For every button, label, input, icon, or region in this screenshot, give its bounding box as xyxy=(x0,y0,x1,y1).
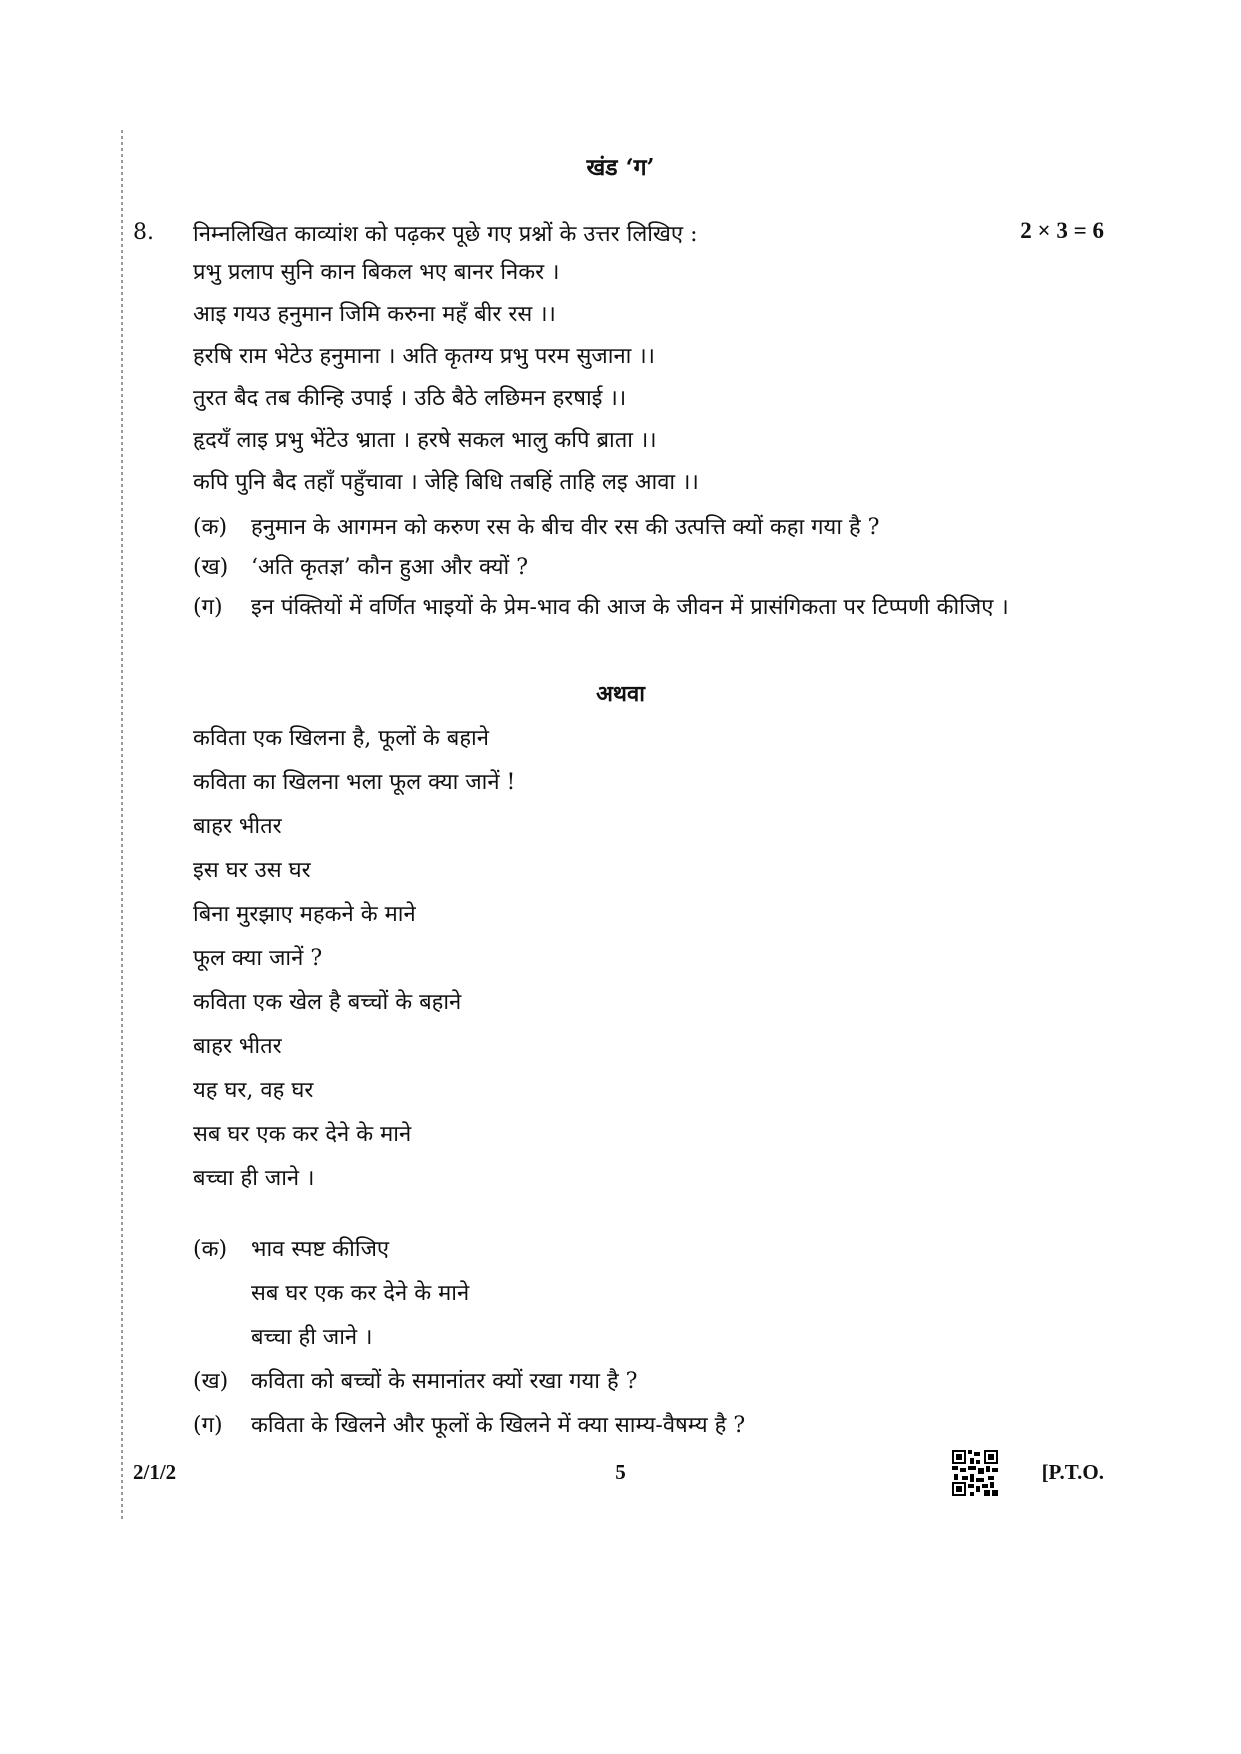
poem-line: कविता का खिलना भला फूल क्या जानें ! xyxy=(193,770,516,795)
subquestion xyxy=(193,1360,745,1404)
subquestion-continuation xyxy=(193,1272,745,1316)
question-instruction: निम्नलिखित काव्यांश को पढ़कर पूछे गए प्रश्नों के उत्तर लिखिए : xyxy=(193,222,698,247)
subquestion-text: सब घर एक कर देने के माने xyxy=(251,1281,470,1306)
subquestion-label xyxy=(193,1272,251,1316)
subquestion-label: (ख) xyxy=(193,1369,229,1394)
subquestion-list xyxy=(193,510,1053,630)
poem-line: बाहर भीतर xyxy=(193,1034,282,1059)
subquestion-label: (क) xyxy=(193,1237,228,1262)
subquestion-text: हनुमान के आगमन को करुण रस के बीच वीर रस की उत्पत्ति क्यों कहा गया है ? xyxy=(251,515,880,540)
subquestion xyxy=(193,590,1053,626)
verse-line: हरषि राम भेटेउ हनुमाना । अति कृतग्य प्रभु परम सुजाना ।। xyxy=(193,344,656,369)
poem-line: फूल क्या जानें ? xyxy=(193,946,323,971)
or-label: अथवा xyxy=(596,681,645,707)
poem-line: कविता एक खेल है बच्चों के बहाने xyxy=(193,990,462,1015)
poem-subquestion-list xyxy=(193,1228,745,1448)
subquestion-text: ‘अति कृतज्ञ’ कौन हुआ और क्यों ? xyxy=(251,555,529,580)
poem-line: यह घर, वह घर xyxy=(193,1078,314,1103)
poem-line: कविता एक खिलना है, फूलों के बहाने xyxy=(193,726,489,751)
pto-label: [P.T.O. xyxy=(1041,1460,1104,1484)
section-title: खंड ‘ग’ xyxy=(586,154,655,181)
poem-block xyxy=(193,717,515,1201)
subquestion-text: इन पंक्तियों में वर्णित भाइयों के प्रेम-भाव की आज के जीवन में प्रासंगिकता पर टिप्पणी कीजिए । xyxy=(251,595,1009,620)
subquestion-text: भाव स्पष्ट कीजिए xyxy=(251,1237,390,1262)
subquestion-label: (क) xyxy=(193,515,228,540)
verse-line: हृदयँ लाइ प्रभु भेंटेउ भ्राता । हरषे सकल भालु कपि ब्राता ।। xyxy=(193,428,657,453)
verse-line: प्रभु प्रलाप सुनि कान बिकल भए बानर निकर । xyxy=(193,260,560,285)
question-marks: 2 × 3 = 6 xyxy=(1020,218,1104,243)
question-number: 8. xyxy=(133,220,154,245)
subquestion xyxy=(193,1404,745,1448)
poem-line: सब घर एक कर देने के माने xyxy=(193,1122,412,1147)
verse-line: आइ गयउ हनुमान जिमि करुना महँ बीर रस ।। xyxy=(193,302,556,327)
subquestion-label: (ग) xyxy=(193,1413,223,1438)
subquestion xyxy=(193,510,1053,546)
margin-dotted-line xyxy=(121,130,123,1520)
subquestion xyxy=(193,550,1053,586)
qr-code-icon xyxy=(952,1450,998,1496)
subquestion-text: कविता को बच्चों के समानांतर क्यों रखा गया है ? xyxy=(251,1369,638,1394)
verse-block xyxy=(193,252,699,504)
poem-line: बिना मुरझाए महकने के माने xyxy=(193,902,416,927)
poem-line: बच्चा ही जाने । xyxy=(193,1166,315,1191)
poem-line: इस घर उस घर xyxy=(193,858,311,883)
page-number: 5 xyxy=(615,1460,626,1484)
subquestion-continuation xyxy=(193,1316,745,1360)
verse-line: कपि पुनि बैद तहाँ पहुँचावा । जेहि बिधि तबहिं ताहि लइ आवा ।। xyxy=(193,470,699,495)
verse-line: तुरत बैद तब कीन्हि उपाई । उठि बैठे लछिमन हरषाई ।। xyxy=(193,386,627,411)
poem-line: बाहर भीतर xyxy=(193,814,282,839)
subquestion xyxy=(193,1228,745,1272)
subquestion-text: कविता के खिलने और फूलों के खिलने में क्या साम्य-वैषम्य है ? xyxy=(251,1413,746,1438)
subquestion-label xyxy=(193,1316,251,1360)
paper-code: 2/1/2 xyxy=(133,1460,177,1484)
subquestion-text: बच्चा ही जाने । xyxy=(251,1325,373,1350)
subquestion-label: (ख) xyxy=(193,555,229,580)
subquestion-label: (ग) xyxy=(193,595,223,620)
